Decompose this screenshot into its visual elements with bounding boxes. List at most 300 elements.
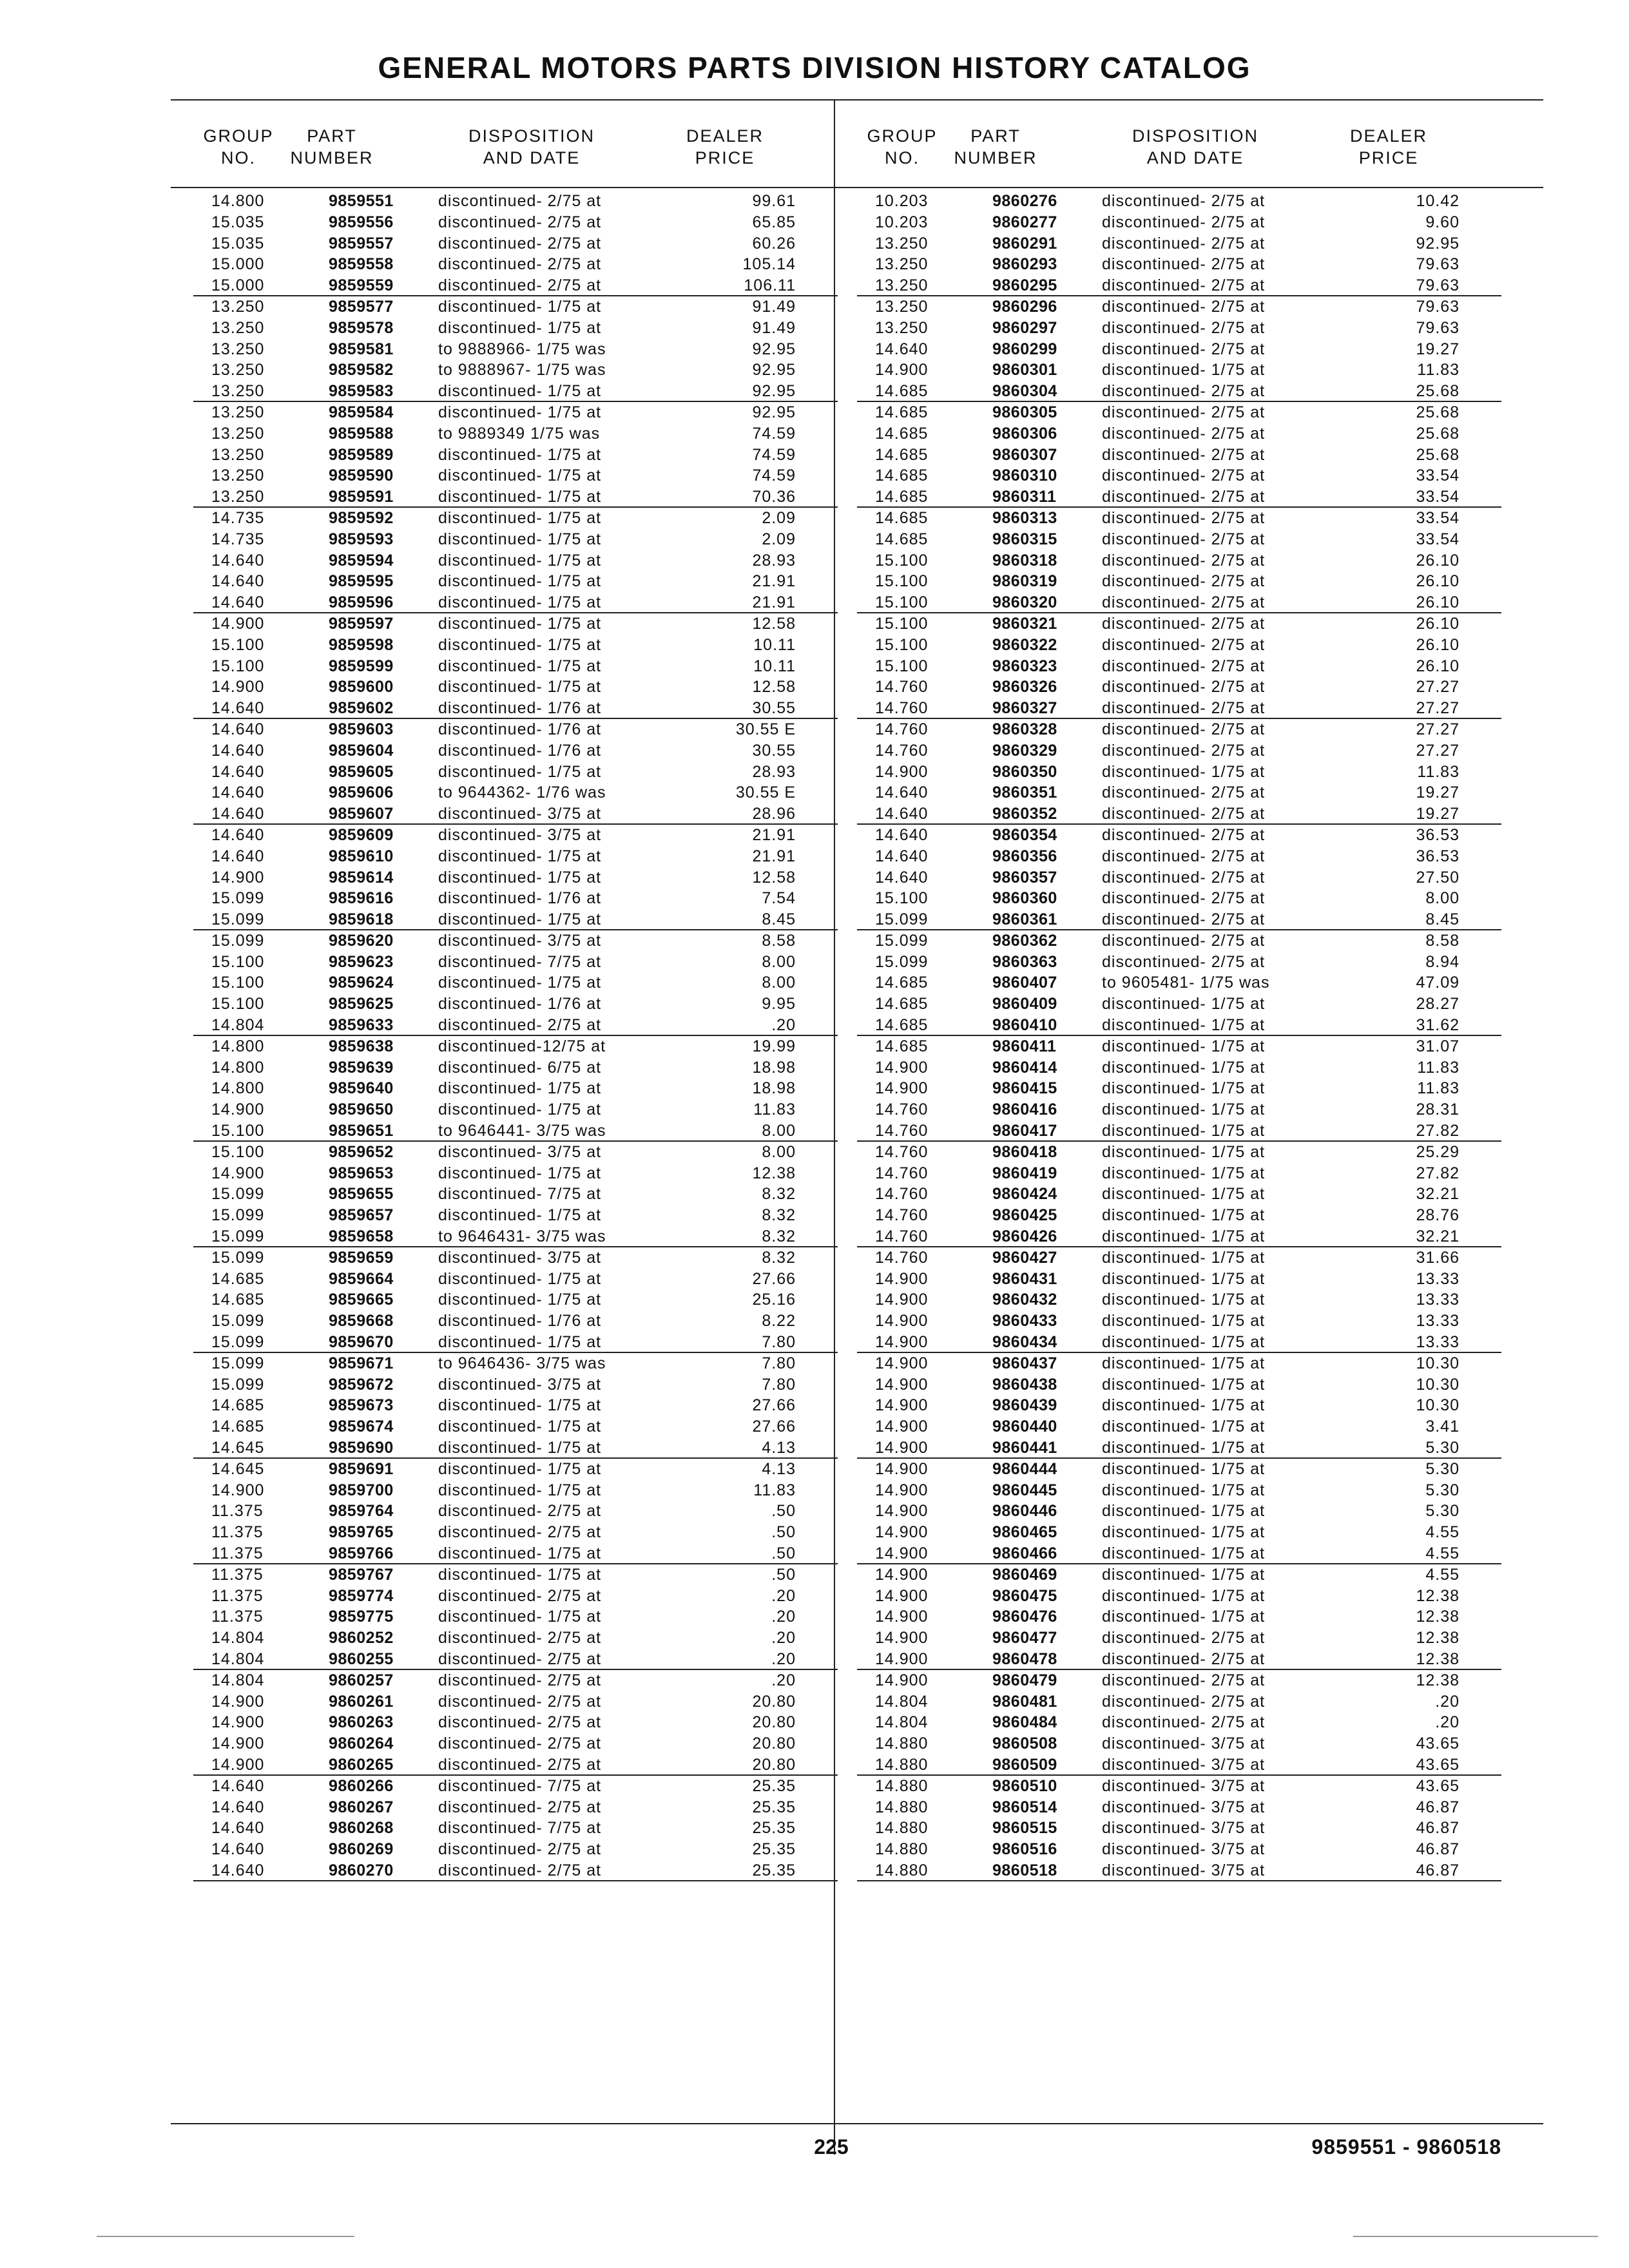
table-row [857, 1184, 1501, 1205]
group-number: 14.685 [875, 466, 929, 485]
table-row [857, 1269, 1501, 1290]
table-row [857, 191, 1501, 212]
part-number: 9860444 [992, 1459, 1057, 1478]
group-number: 13.250 [875, 255, 929, 274]
table-row [193, 1670, 838, 1691]
disposition: discontinued- 1/75 at [438, 1481, 602, 1499]
part-number: 9860407 [992, 974, 1057, 992]
disposition: discontinued- 2/75 at [1102, 508, 1266, 527]
disposition: discontinued- 2/75 at [438, 1692, 602, 1711]
group-number: 15.099 [875, 952, 929, 971]
disposition: discontinued- 1/75 at [438, 762, 602, 781]
part-number: 9860354 [992, 825, 1057, 844]
part-number: 9860514 [992, 1798, 1057, 1816]
part-range: 9859551 - 9860518 [1311, 2135, 1501, 2158]
table-row [857, 1015, 1501, 1036]
group-number: 15.099 [211, 1333, 265, 1352]
group-number: 14.800 [211, 1058, 265, 1077]
table-row [193, 592, 838, 613]
dealer-price: 25.35 [752, 1776, 796, 1795]
part-number: 9860295 [992, 276, 1057, 295]
part-number: 9860478 [992, 1649, 1057, 1668]
dealer-price: 36.53 [1416, 825, 1460, 844]
part-number: 9859651 [329, 1122, 394, 1140]
group-number: 15.099 [211, 1354, 265, 1372]
disposition: discontinued- 1/75 at [1102, 1439, 1266, 1457]
part-number: 9859673 [329, 1396, 394, 1415]
header-price: DEALER PRICE [1349, 126, 1428, 168]
group-number: 13.250 [875, 297, 929, 316]
part-number: 9860306 [992, 424, 1057, 443]
dealer-price: 11.83 [1417, 1058, 1460, 1077]
disposition: discontinued- 3/75 at [1102, 1798, 1266, 1816]
group-number: 14.900 [211, 1755, 265, 1774]
dealer-price: 30.55 E [735, 720, 796, 738]
header-disposition: DISPOSITION AND DATE [468, 126, 595, 168]
table-row [857, 1860, 1501, 1881]
disposition: to 9646436- 3/75 was [438, 1354, 606, 1372]
dealer-price: 3.41 [1425, 1418, 1460, 1436]
disposition: discontinued- 2/75 at [1102, 805, 1266, 823]
disposition: discontinued- 2/75 at [1102, 1649, 1266, 1668]
group-number: 14.900 [875, 1418, 929, 1436]
group-number: 15.100 [875, 551, 929, 570]
group-number: 14.640 [211, 762, 265, 781]
table-row [857, 1353, 1501, 1374]
dealer-price: 11.83 [753, 1100, 796, 1119]
dealer-price: 8.45 [1425, 910, 1460, 929]
group-number: 14.900 [875, 1439, 929, 1457]
group-number: 14.760 [875, 1100, 929, 1119]
group-number: 15.099 [211, 889, 265, 908]
group-number: 15.099 [211, 1206, 265, 1225]
group-number: 14.760 [875, 1164, 929, 1182]
table-row [857, 550, 1501, 572]
part-number: 9859764 [329, 1502, 394, 1521]
disposition: discontinued- 7/75 at [438, 1776, 602, 1795]
table-row [857, 296, 1501, 318]
disposition: discontinued- 2/75 at [438, 1861, 602, 1879]
part-number: 9860438 [992, 1375, 1057, 1394]
part-number: 9860415 [992, 1079, 1057, 1098]
table-row [857, 1374, 1501, 1396]
disposition: discontinued- 1/75 at [1102, 995, 1266, 1014]
group-number: 14.900 [875, 1565, 929, 1584]
disposition: discontinued- 1/75 at [438, 551, 602, 570]
group-number: 15.100 [211, 995, 265, 1014]
part-number: 9860264 [329, 1735, 394, 1753]
dealer-price: .20 [771, 1608, 796, 1626]
group-number: 14.685 [875, 995, 929, 1014]
disposition: discontinued- 2/75 at [1102, 678, 1266, 697]
group-number: 10.203 [875, 192, 929, 210]
table-row [857, 1754, 1501, 1776]
part-number: 9859672 [329, 1375, 394, 1394]
disposition: discontinued- 1/75 at [1102, 1058, 1266, 1077]
disposition: discontinued- 3/75 at [1102, 1861, 1266, 1879]
disposition: discontinued- 1/75 at [438, 678, 602, 697]
table-row [193, 1543, 838, 1564]
part-number: 9859578 [329, 318, 394, 337]
group-number: 14.685 [211, 1418, 265, 1436]
part-number: 9860268 [329, 1819, 394, 1838]
group-number: 14.640 [211, 1798, 265, 1816]
disposition: discontinued- 3/75 at [1102, 1776, 1266, 1795]
dealer-price: 12.58 [752, 868, 796, 887]
dealer-price: 28.76 [1416, 1206, 1460, 1225]
disposition: discontinued- 2/75 at [1102, 403, 1266, 421]
disposition: discontinued- 2/75 at [1102, 593, 1266, 612]
dealer-price: 26.10 [1416, 635, 1460, 654]
dealer-price: 47.09 [1416, 974, 1460, 992]
dealer-price: 28.27 [1416, 995, 1460, 1014]
dealer-price: 27.66 [752, 1418, 796, 1436]
disposition: discontinued- 1/75 at [1102, 1312, 1266, 1331]
disposition: discontinued- 1/75 at [438, 318, 602, 337]
group-number: 15.100 [875, 635, 929, 654]
table-row [193, 339, 838, 360]
group-number: 14.880 [875, 1840, 929, 1859]
part-number: 9860427 [992, 1248, 1057, 1267]
disposition: discontinued- 1/75 at [438, 382, 602, 401]
group-number: 14.640 [211, 825, 265, 844]
part-number: 9859624 [329, 974, 394, 992]
part-number: 9859652 [329, 1142, 394, 1161]
disposition: discontinued- 1/75 at [1102, 1333, 1266, 1352]
dealer-price: 8.32 [762, 1185, 796, 1204]
dealer-price: 12.38 [1416, 1586, 1460, 1605]
disposition: discontinued- 2/75 at [1102, 466, 1266, 485]
disposition: discontinued- 2/75 at [1102, 720, 1266, 738]
dealer-price: 8.32 [762, 1248, 796, 1267]
group-number: 14.900 [875, 1333, 929, 1352]
part-number: 9860510 [992, 1776, 1057, 1795]
group-number: 14.640 [211, 572, 265, 591]
part-number: 9859582 [329, 361, 394, 380]
part-number: 9859775 [329, 1608, 394, 1626]
disposition: discontinued- 1/75 at [1102, 1122, 1266, 1140]
part-number: 9860357 [992, 868, 1057, 887]
part-number: 9860276 [992, 192, 1057, 210]
dealer-price: 20.80 [752, 1692, 796, 1711]
part-number: 9859639 [329, 1058, 394, 1077]
table-row [857, 423, 1501, 445]
table-row [193, 1205, 838, 1226]
table-row [857, 1163, 1501, 1184]
header-part: PART NUMBER [290, 126, 374, 168]
right-rows [857, 191, 1501, 1881]
part-number: 9860431 [992, 1269, 1057, 1288]
dealer-price: 74.59 [752, 424, 796, 443]
dealer-price: 92.95 [752, 340, 796, 358]
dealer-price: 46.87 [1416, 1840, 1460, 1859]
header-group: GROUP NO. [867, 126, 938, 168]
table-row [857, 508, 1501, 529]
disposition: discontinued- 1/76 at [438, 889, 602, 908]
group-number: 15.099 [211, 1227, 265, 1246]
group-number: 15.000 [211, 276, 265, 295]
part-number: 9859700 [329, 1481, 394, 1499]
table-row [857, 1501, 1501, 1522]
disposition: discontinued- 1/75 at [1102, 1523, 1266, 1542]
table-row [857, 592, 1501, 613]
disposition: discontinued- 1/75 at [1102, 1227, 1266, 1246]
disposition: discontinued- 1/75 at [438, 1164, 602, 1182]
dealer-price: .50 [771, 1523, 796, 1542]
group-number: 14.760 [875, 678, 929, 697]
disposition: discontinued- 2/75 at [1102, 572, 1266, 591]
disposition: discontinued- 3/75 at [438, 825, 602, 844]
part-number: 9859609 [329, 825, 394, 844]
dealer-price: 8.58 [1425, 931, 1460, 950]
part-number: 9860439 [992, 1396, 1057, 1415]
table-row [857, 486, 1501, 508]
table-row [857, 465, 1501, 486]
group-number: 11.375 [211, 1565, 264, 1584]
disposition: discontinued- 6/75 at [438, 1058, 602, 1077]
group-number: 14.900 [875, 1523, 929, 1542]
group-number: 14.880 [875, 1755, 929, 1774]
dealer-price: 46.87 [1416, 1819, 1460, 1838]
part-number: 9860304 [992, 382, 1057, 401]
group-number: 14.880 [875, 1776, 929, 1795]
dealer-price: 10.30 [1416, 1354, 1460, 1372]
group-number: 15.100 [211, 635, 265, 654]
dealer-price: 12.58 [752, 614, 796, 633]
table-row [193, 1395, 838, 1416]
table-row [857, 1332, 1501, 1353]
group-number: 14.760 [875, 699, 929, 718]
disposition: discontinued- 1/75 at [1102, 1291, 1266, 1309]
group-number: 15.100 [875, 889, 929, 908]
disposition: discontinued- 1/75 at [1102, 1016, 1266, 1035]
dealer-price: 13.33 [1416, 1291, 1460, 1309]
group-number: 14.900 [211, 868, 265, 887]
disposition: discontinued- 2/75 at [1102, 657, 1266, 675]
group-number: 13.250 [211, 340, 265, 358]
group-number: 14.640 [211, 593, 265, 612]
disposition: discontinued- 2/75 at [1102, 783, 1266, 802]
disposition: discontinued- 2/75 at [1102, 1692, 1266, 1711]
group-number: 14.640 [875, 783, 929, 802]
part-number: 9860515 [992, 1819, 1057, 1838]
dealer-price: 32.21 [1416, 1185, 1460, 1204]
disposition: discontinued- 1/75 at [1102, 1481, 1266, 1499]
dealer-price: 18.98 [752, 1079, 796, 1098]
disposition: discontinued- 2/75 at [438, 1798, 602, 1816]
disposition: discontinued- 2/75 at [1102, 1713, 1266, 1732]
group-number: 14.685 [211, 1269, 265, 1288]
part-number: 9859633 [329, 1016, 394, 1035]
disposition: discontinued- 2/75 at [1102, 318, 1266, 337]
dealer-price: .50 [771, 1565, 796, 1584]
part-number: 9859658 [329, 1227, 394, 1246]
table-row [857, 825, 1501, 846]
disposition: discontinued- 1/75 at [438, 635, 602, 654]
table-row [193, 1163, 838, 1184]
part-number: 9860418 [992, 1142, 1057, 1161]
part-number: 9859664 [329, 1269, 394, 1288]
table-row [857, 1543, 1501, 1564]
dealer-price: 5.30 [1425, 1502, 1460, 1521]
group-number: 15.099 [211, 931, 265, 950]
table-row [857, 445, 1501, 466]
group-number: 14.640 [875, 847, 929, 865]
dealer-price: 65.85 [752, 213, 796, 231]
table-row [193, 1797, 838, 1818]
dealer-price: 8.94 [1425, 952, 1460, 971]
dealer-price: 25.35 [752, 1798, 796, 1816]
group-number: 13.250 [875, 276, 929, 295]
dealer-price: 106.11 [744, 276, 796, 295]
part-number: 9860270 [329, 1861, 394, 1879]
dealer-price: 18.98 [752, 1058, 796, 1077]
table-row [193, 1860, 838, 1881]
part-number: 9859616 [329, 889, 394, 908]
disposition: discontinued- 1/75 at [438, 572, 602, 591]
group-number: 14.685 [875, 382, 929, 401]
dealer-price: 30.55 [752, 741, 796, 760]
table-row [193, 275, 838, 296]
group-number: 15.099 [211, 1248, 265, 1267]
disposition: discontinued- 2/75 at [438, 1586, 602, 1605]
part-number: 9860265 [329, 1755, 394, 1774]
disposition: discontinued- 2/75 at [438, 1629, 602, 1648]
disposition: discontinued- 2/75 at [1102, 530, 1266, 548]
group-number: 15.000 [211, 255, 265, 274]
dealer-price: 25.68 [1416, 424, 1460, 443]
dealer-price: 79.63 [1416, 318, 1460, 337]
group-number: 14.760 [875, 1185, 929, 1204]
dealer-price: .20 [1435, 1713, 1460, 1732]
part-number: 9859690 [329, 1439, 394, 1457]
disposition: discontinued- 1/75 at [438, 847, 602, 865]
header-price: DEALER PRICE [686, 126, 764, 168]
dealer-price: 25.35 [752, 1840, 796, 1859]
table-row [193, 1416, 838, 1437]
group-number: 14.640 [211, 1840, 265, 1859]
dealer-price: 8.00 [762, 1142, 796, 1161]
group-number: 10.203 [875, 213, 929, 231]
dealer-price: 8.00 [762, 952, 796, 971]
group-number: 14.900 [211, 614, 265, 633]
table-row [857, 1205, 1501, 1226]
table-row [193, 571, 838, 592]
dealer-price: 4.55 [1425, 1523, 1460, 1542]
disposition: discontinued- 1/75 at [438, 1544, 602, 1562]
dealer-price: 25.68 [1416, 445, 1460, 464]
table-row [857, 1691, 1501, 1713]
table-row [193, 1099, 838, 1120]
disposition: discontinued- 1/75 at [1102, 1354, 1266, 1372]
part-number: 9859589 [329, 445, 394, 464]
table-row [857, 529, 1501, 550]
dealer-price: 7.80 [762, 1333, 796, 1352]
dealer-price: 79.63 [1416, 276, 1460, 295]
disposition: discontinued- 2/75 at [438, 1755, 602, 1774]
disposition: to 9646441- 3/75 was [438, 1122, 606, 1140]
dealer-price: 12.58 [752, 678, 796, 697]
table-row [857, 1099, 1501, 1120]
group-number: 14.900 [875, 1608, 929, 1626]
part-number: 9860410 [992, 1016, 1057, 1035]
table-row [857, 571, 1501, 592]
group-number: 14.760 [875, 1227, 929, 1246]
disposition: discontinued- 1/75 at [1102, 1586, 1266, 1605]
group-number: 15.099 [875, 910, 929, 929]
table-row [857, 1036, 1501, 1057]
table-row [193, 1437, 838, 1459]
part-number: 9860299 [992, 340, 1057, 358]
disposition: discontinued- 1/75 at [1102, 1459, 1266, 1478]
table-row [193, 1269, 838, 1290]
group-number: 14.900 [875, 1629, 929, 1648]
disposition: discontinued- 1/75 at [1102, 1375, 1266, 1394]
group-number: 14.804 [875, 1692, 929, 1711]
group-number: 14.800 [211, 1037, 265, 1055]
dealer-price: 10.11 [753, 635, 796, 654]
table-row [857, 1142, 1501, 1163]
dealer-price: .20 [771, 1016, 796, 1035]
group-number: 15.099 [211, 1312, 265, 1331]
part-number: 9860362 [992, 931, 1057, 950]
table-row [193, 762, 838, 783]
disposition: discontinued- 2/75 at [1102, 445, 1266, 464]
disposition: discontinued- 2/75 at [1102, 424, 1266, 443]
table-row [193, 719, 838, 740]
disposition: discontinued- 1/75 at [1102, 762, 1266, 781]
table-row [193, 445, 838, 466]
disposition: discontinued- 1/75 at [1102, 1164, 1266, 1182]
table-row [857, 212, 1501, 233]
part-number: 9860411 [992, 1037, 1057, 1055]
disposition: discontinued- 1/75 at [1102, 1100, 1266, 1119]
table-row [857, 1311, 1501, 1332]
dealer-price: 13.33 [1416, 1312, 1460, 1331]
disposition: discontinued- 2/75 at [1102, 889, 1266, 908]
table-row [857, 360, 1501, 381]
disposition: discontinued- 1/75 at [1102, 1269, 1266, 1288]
dealer-price: .50 [771, 1502, 796, 1521]
table-row [857, 719, 1501, 740]
table-row [193, 486, 838, 508]
disposition: to 9888966- 1/75 was [438, 340, 606, 358]
dealer-price: 20.80 [752, 1755, 796, 1774]
table-row [857, 677, 1501, 698]
part-number: 9860329 [992, 741, 1057, 760]
table-row [857, 1057, 1501, 1079]
table-row [857, 402, 1501, 423]
part-number: 9859623 [329, 952, 394, 971]
group-number: 14.735 [211, 508, 265, 527]
part-number: 9860327 [992, 699, 1057, 718]
dealer-price: 60.26 [752, 234, 796, 253]
dealer-price: 8.32 [762, 1227, 796, 1246]
disposition: discontinued- 1/75 at [438, 530, 602, 548]
disposition: discontinued- 1/75 at [438, 868, 602, 887]
part-number: 9860277 [992, 213, 1057, 231]
part-number: 9860437 [992, 1354, 1057, 1372]
dealer-price: 9.60 [1425, 213, 1460, 231]
part-number: 9860356 [992, 847, 1057, 865]
table-row [193, 972, 838, 994]
group-number: 13.250 [211, 424, 265, 443]
disposition: discontinued- 2/75 at [1102, 847, 1266, 865]
dealer-price: 25.68 [1416, 382, 1460, 401]
group-number: 15.100 [875, 614, 929, 633]
part-number: 9860315 [992, 530, 1057, 548]
part-number: 9859603 [329, 720, 394, 738]
